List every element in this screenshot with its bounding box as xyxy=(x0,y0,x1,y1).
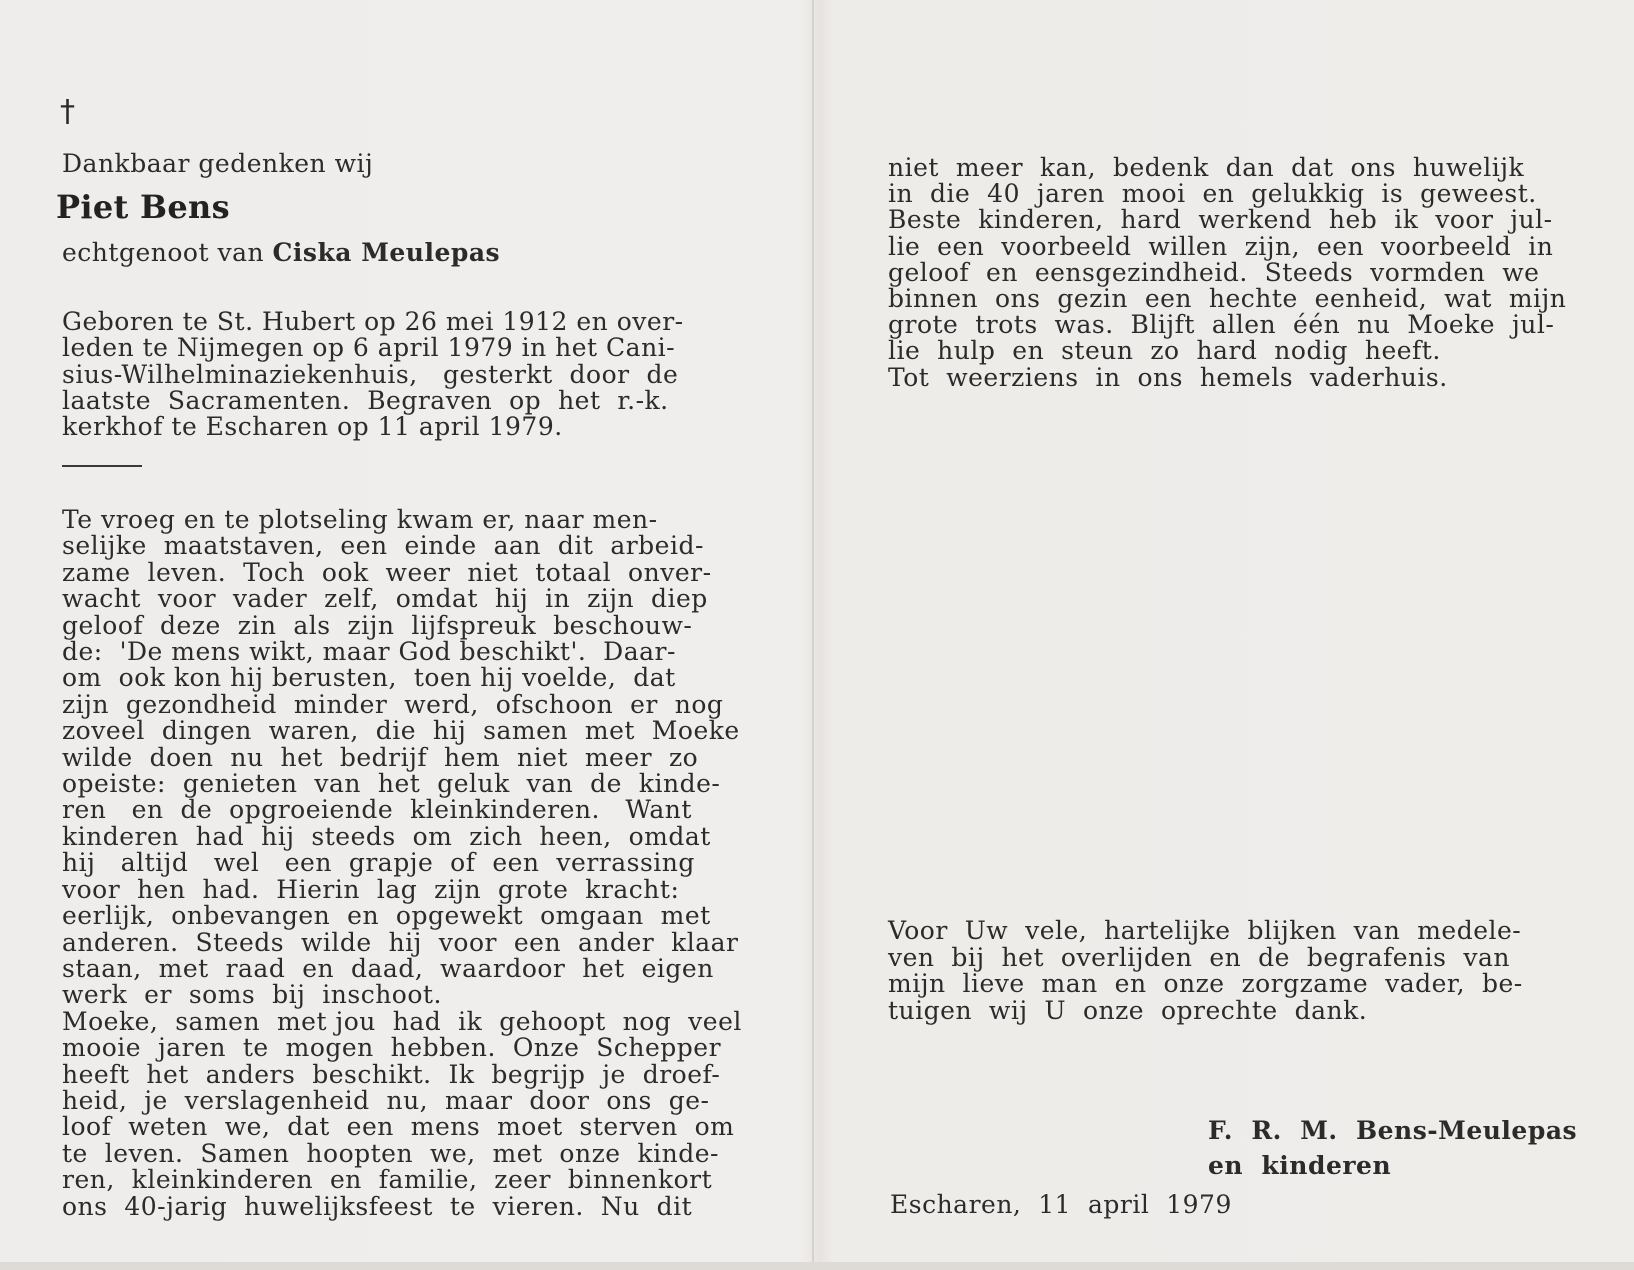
card-fold xyxy=(812,0,814,1270)
memorial-line: voor hen had. Hierin lag zijn grote kracht: xyxy=(62,874,680,904)
memorial-line: om ook kon hij berusten, toen hij voelde, dat xyxy=(62,663,676,693)
divider-line xyxy=(62,465,142,467)
memorial-line: wacht voor vader zelf, omdat hij in zijn diep xyxy=(62,584,708,614)
spouse-name: Ciska Meulepas xyxy=(272,238,501,267)
continuation-line: lie een voorbeeld willen zijn, een voorbeeld in xyxy=(888,231,1554,261)
signature-block xyxy=(1208,1078,1577,1253)
continuation-line: in die 40 jaren mooi en gelukkig is geweest. xyxy=(888,179,1537,209)
deceased-name: Piet Bens xyxy=(56,188,230,226)
bottom-edge xyxy=(0,1262,1634,1270)
memorial-line: zoveel dingen waren, die hij samen met Moeke xyxy=(62,716,740,746)
memorial-line: staan, met raad en daad, waardoor het eigen xyxy=(62,953,714,983)
memorial-paragraph xyxy=(62,507,742,1220)
bio-line: sius-Wilhelminaziekenhuis, gesterkt door de xyxy=(62,359,679,389)
place-date: Escharen, 11 april 1979 xyxy=(890,1190,1232,1219)
memorial-line: werk er soms bij inschoot. xyxy=(62,980,442,1010)
spouse-prefix: echtgenoot van xyxy=(62,238,273,267)
memorial-line: zame leven. Toch ook weer niet totaal onver- xyxy=(62,557,712,587)
continuation-line: geloof en eensgezindheid. Steeds vormden we xyxy=(888,257,1540,287)
memorial-line: geloof deze zin als zijn lijfspreuk beschouw- xyxy=(62,610,693,640)
memorial-line: selijke maatstaven, een einde aan dit arbeid- xyxy=(62,531,704,561)
memorial-line: zijn gezondheid minder werd, ofschoon er nog xyxy=(62,689,724,719)
memorial-line: wilde doen nu het bedrijf hem niet meer zo xyxy=(62,742,699,772)
memorial-line: ons 40-jarig huwelijksfeest te vieren. Nu dit xyxy=(62,1191,693,1221)
memorial-line: de: 'De mens wikt, maar God beschikt'. Daar- xyxy=(62,637,676,667)
spouse-line xyxy=(62,240,500,267)
memorial-line: Te vroeg en te plotseling kwam er, naar men- xyxy=(62,505,658,534)
bio-line: Geboren te St. Hubert op 26 mei 1912 en over- xyxy=(62,307,684,337)
memorial-line: mooie jaren te mogen hebben. Onze Schepper xyxy=(62,1033,722,1063)
continuation-line: lie hulp en steun zo hard nodig heeft. xyxy=(888,336,1441,366)
memorial-line: anderen. Steeds wilde hij voor een ander klaar xyxy=(62,927,739,957)
continuation-line: binnen ons gezin een hechte eenheid, wat mijn xyxy=(888,284,1567,314)
memorial-line: hij altijd wel een grapje of een verrassing xyxy=(62,848,695,878)
cross-icon: † xyxy=(60,94,75,129)
continuation-line: Tot weerziens in ons hemels vaderhuis. xyxy=(888,362,1448,392)
thanks-line: Voor Uw vele, hartelijke blijken van medele- xyxy=(888,916,1522,945)
thanks-line: ven bij het overlijden en de begrafenis van xyxy=(888,942,1510,972)
thanks-line: mijn lieve man en onze zorgzame vader, be- xyxy=(888,969,1523,998)
memorial-line: Moeke, samen met jou had ik gehoopt nog veel xyxy=(62,1006,742,1036)
signature-name: F. R. M. Bens-Meulepas xyxy=(1208,1116,1578,1145)
memorial-line: eerlijk, onbevangen en opgewekt omgaan met xyxy=(62,901,711,931)
continuation-line: niet meer kan, bedenk dan dat ons huwelijk xyxy=(888,153,1525,182)
thanks-paragraph xyxy=(888,918,1523,1024)
signature-family: en kinderen xyxy=(1208,1151,1392,1180)
bio-line: kerkhof te Escharen op 11 april 1979. xyxy=(62,412,563,442)
continuation-line: Beste kinderen, hard werkend heb ik voor jul- xyxy=(888,205,1553,235)
bio-line: leden te Nijmegen op 6 april 1979 in het Cani- xyxy=(62,333,676,363)
bio-paragraph xyxy=(62,283,684,493)
continuation-paragraph xyxy=(888,155,1566,391)
memorial-line: heid, je verslagenheid nu, maar door ons ge- xyxy=(62,1085,710,1115)
continuation-line: grote trots was. Blijft allen één nu Moeke jul- xyxy=(888,310,1555,340)
memorial-line: heeft het anders beschikt. Ik begrijp je droef- xyxy=(62,1059,721,1089)
thanks-line: tuigen wij U onze oprechte dank. xyxy=(888,995,1368,1025)
memorial-line: opeiste: genieten van het geluk van de kinde- xyxy=(62,769,721,799)
memorial-line: ren, kleinkinderen en familie, zeer binnenkort xyxy=(62,1165,713,1195)
memorial-line: loof weten we, dat een mens moet sterven om xyxy=(62,1112,735,1142)
memorial-line: kinderen had hij steeds om zich heen, omdat xyxy=(62,821,711,851)
memorial-line: ren en de opgroeiende kleinkinderen. Want xyxy=(62,795,692,825)
bio-line: laatste Sacramenten. Begraven op het r.-k. xyxy=(62,385,669,415)
intro-text: Dankbaar gedenken wij xyxy=(62,149,374,178)
memorial-line: te leven. Samen hoopten we, met onze kinde- xyxy=(62,1138,719,1168)
